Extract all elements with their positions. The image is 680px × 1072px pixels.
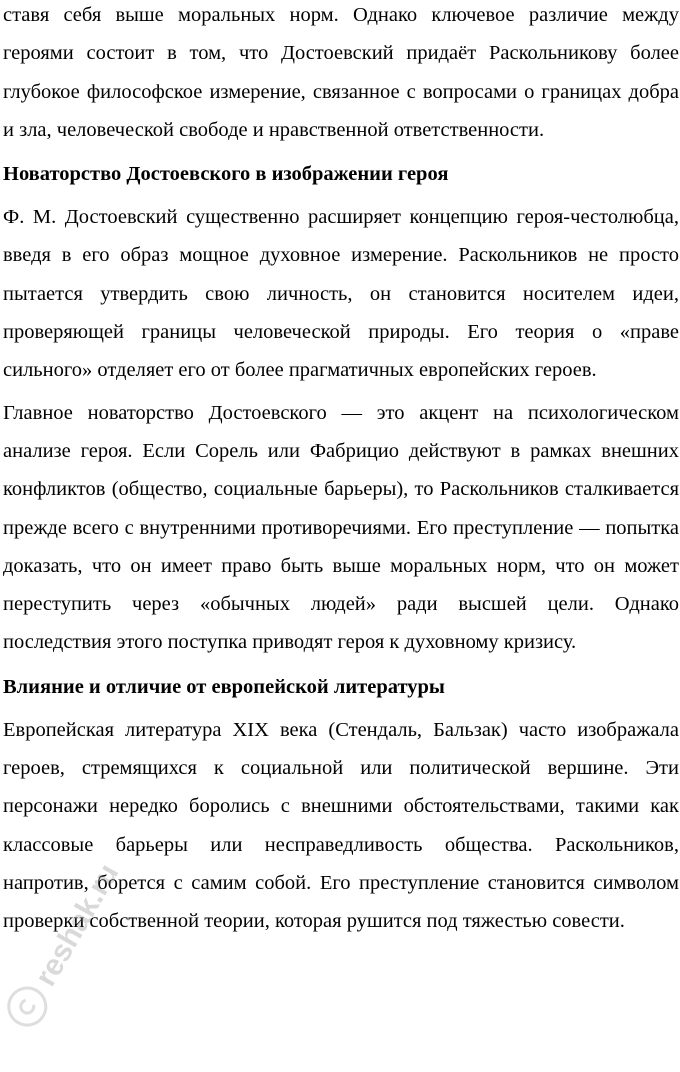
document-page xyxy=(3,0,679,941)
section-heading: Влияние и отличие от европейской литературы xyxy=(3,675,445,698)
paragraph: ставя себя выше моральных норм. Однако ключевое различие между героями состоит в том, что Достоевский придаёт Раскольникову более глубокое философское измерение, связанное с вопросами о границах добра и зла, человеческой свободе и нравственной ответственности. xyxy=(3,4,679,141)
watermark-text: reshak.ru xyxy=(29,858,126,992)
paragraph: Главное новаторство Достоевского — это акцент на психологическом анализе героя. Если Сорель или Фабрицио действуют в рамках внешних конфликтов (общество, социальные барьеры), то Раскольников сталкивается прежде всего с внутренними противоречиями. Его преступление — попытка доказать, что он имеет право быть выше моральных норм, что он может переступить через «обычных людей» ради высшей цели. Однако последствия этого поступка приводят героя к духовному кризису. xyxy=(3,401,679,654)
copyright-icon xyxy=(0,979,55,1034)
paragraph: Европейская литература XIX века (Стендаль, Бальзак) часто изображала героев, стремящихся к социальной или политической вершине. Эти персонажи нередко боролись с внешними обстоятельствами, такими как классовые барьеры или несправедливость общества. Раскольников, напротив, борется с самим собой. Его преступление становится символом проверки собственной теории, которая рушится под тяжестью совести. xyxy=(3,718,679,933)
paragraph: Ф. М. Достоевский существенно расширяет концепцию героя-честолюбца, введя в его образ мощное духовное измерение. Раскольников не просто пытается утвердить свою личность, он становится носителем идеи, проверяющей границы человеческой природы. Его теория о «праве сильного» отделяет его от более прагматичных европейских героев. xyxy=(3,206,679,382)
section-heading: Новаторство Достоевского в изображении героя xyxy=(3,163,449,186)
